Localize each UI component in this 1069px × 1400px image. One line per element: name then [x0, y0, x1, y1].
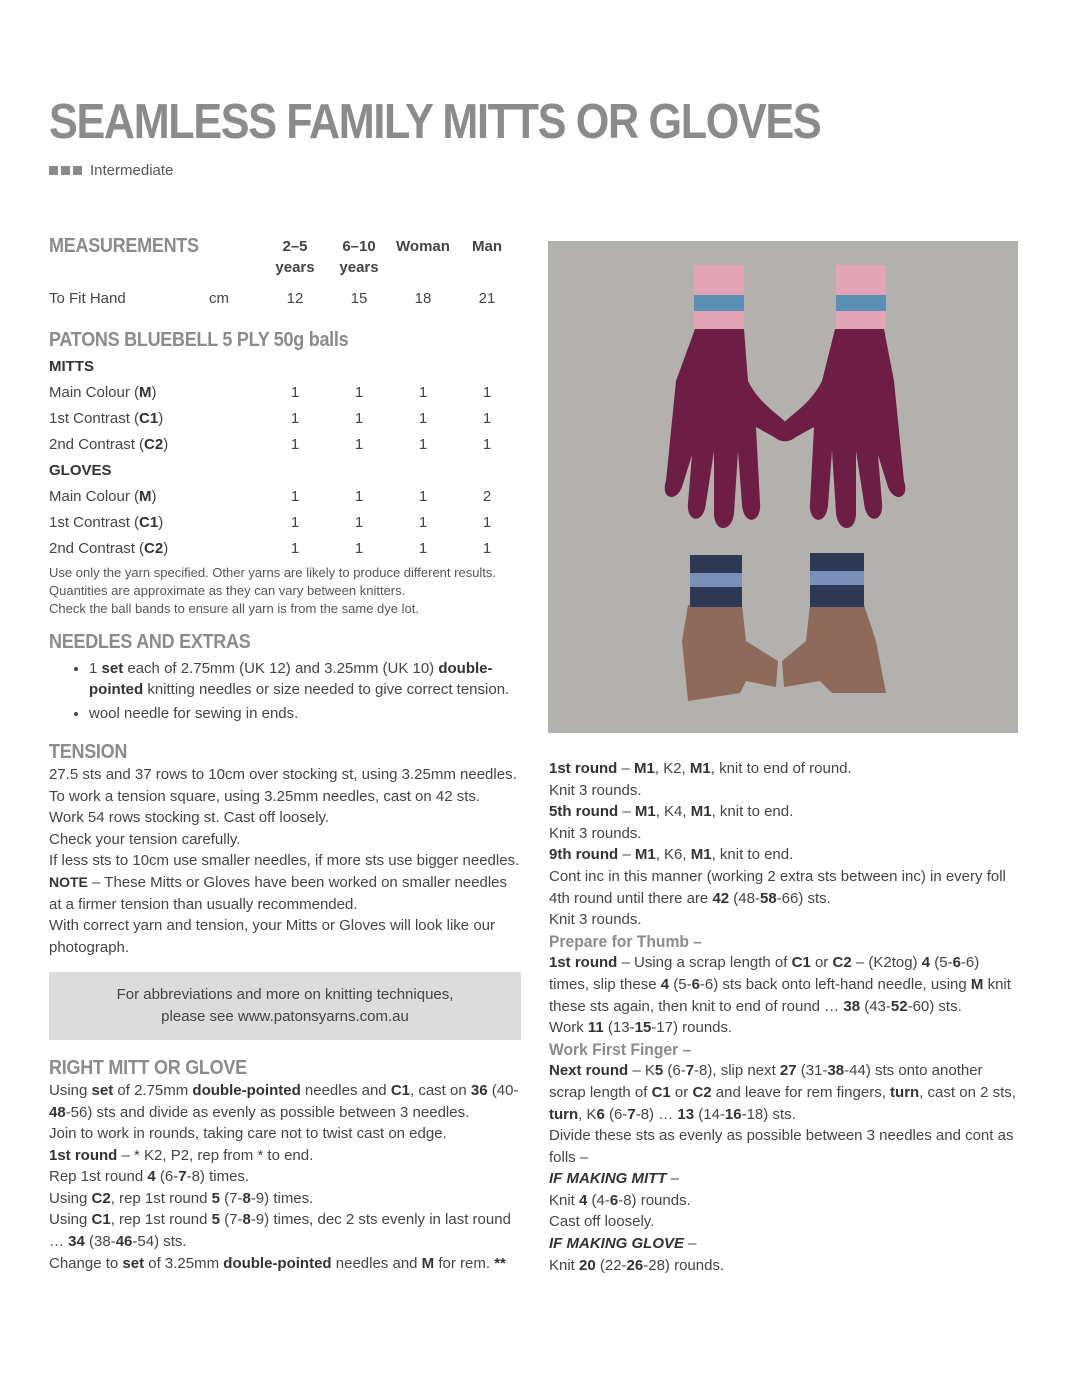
level-square-icon [49, 166, 58, 175]
right-mitt-heading: RIGHT MITT OR GLOVE [49, 1057, 247, 1080]
yarn-row: 1st Contrast (C1) 1 1 1 1 [49, 514, 492, 532]
yarn-row: 2nd Contrast (C2) 1 1 1 1 [49, 540, 492, 558]
measurements-table [49, 236, 519, 562]
product-photo [548, 241, 1018, 733]
size-header: Woman [396, 238, 450, 255]
fit-row: To Fit Hand cm 12 15 18 21 [49, 290, 496, 308]
size-header: 2–5 years [275, 238, 315, 276]
level-square-icon [73, 166, 82, 175]
needles-list [49, 658, 521, 725]
right-mitt-instructions: Using set of 2.75mm double-pointed needles and C1, cast on 36 (40-48-56) sts and divide as evenly as possible between 3 needles. Join to work in rounds, taking care not to twist cast on edge. 1st round – * K2, P2, rep from * to end. Rep 1st round 4 (6-7-8) times. Using C2, rep 1st round 5 (7-8-9) times. Using C1, rep 1st round 5 (7-8-9) times, dec 2 sts evenly in last round … 34 (38-46-54) sts. Change to set of 3.25mm double-pointed needles and M for rem. ** [49, 1081, 519, 1272]
yarn-row: 2nd Contrast (C2) 1 1 1 1 [49, 436, 492, 454]
if-mitt-label: IF MAKING MITT [549, 1170, 667, 1188]
measurements-heading: MEASUREMENTS [49, 235, 199, 257]
yarn-row: Main Colour (M) 1 1 1 1 [49, 384, 492, 402]
abbreviations-box: For abbreviations and more on knitting techniques, please see www.patonsyarns.com.au [49, 972, 521, 1040]
prepare-thumb-heading: Prepare for Thumb – [549, 931, 702, 951]
level-square-icon [61, 166, 70, 175]
mitts-label: MITTS [49, 358, 94, 376]
yarn-note: Use only the yarn specified. Other yarns are likely to produce different results. Quantities are approximate as they can vary between knitters. Check the ball bands to ensure all yarn is from the same dye lot. [49, 565, 497, 616]
level-label: Intermediate [90, 162, 174, 179]
size-header: Man [472, 238, 502, 255]
if-glove-label: IF MAKING GLOVE [549, 1235, 684, 1253]
list-item: • 1 set each of 2.75mm (UK 12) and 3.25mm (UK 10) double-pointed knitting needles or size needed to give correct tension. [89, 658, 521, 701]
yarn-heading: PATONS BLUEBELL 5 PLY 50g balls [49, 329, 349, 352]
gloves-label: GLOVES [49, 462, 112, 480]
tension-heading: TENSION [49, 741, 128, 764]
first-finger-heading: Work First Finger – [549, 1039, 692, 1059]
list-item: • wool needle for sewing in ends. [89, 703, 521, 725]
right-column: 1st round – M1, K2, M1, knit to end of round. Knit 3 rounds. 5th round – M1, K4, M1, knit to end. Knit 3 rounds. 9th round – M1, K6, M1, knit to end. Cont inc in this manner (working 2 extra sts between inc) in every foll 4th round until there are 42 (48-58-66) sts. Knit 3 rounds. Prepare for Thumb – 1st round – Using a scrap length of C1 or C2 – (K2tog) 4 (5-6-6) times, slip these 4 (5-6-6) sts back onto left-hand needle, using M knit these sts again, then knit to end of round … 38 (43-52-60) sts. Work 11 (13-15-17) rounds. Work First Finger – Next round – K5 (6-7-8), slip next 27 (31-38-44) sts onto another scrap length of C1 or C2 and leave for rem fingers, turn, cast on 2 sts, turn, K6 (6-7-8) … 13 (14-16-18) sts. Divide these sts as evenly as possible between 3 needles and cont as folls – IF MAKING MITT – Knit 4 (4-6-8) rounds. Cast off loosely. IF MAKING GLOVE – Knit 20 (22-26-28) rounds. [549, 760, 1016, 1274]
page-title: SEAMLESS FAMILY MITTS OR GLOVES [49, 95, 821, 149]
yarn-row: 1st Contrast (C1) 1 1 1 1 [49, 410, 492, 428]
skill-level [49, 162, 173, 179]
yarn-row: Main Colour (M) 1 1 1 2 [49, 488, 492, 506]
size-header: 6–10 years [339, 238, 379, 276]
tension-text: 27.5 sts and 37 rows to 10cm over stocking st, using 3.25mm needles. To work a tension square, using 3.25mm needles, cast on 42 sts. Work 54 rows stocking st. Cast off loosely. Check your tension carefully. If less sts to 10cm use smaller needles, if more sts use bigger needles. NOTE – These Mitts or Gloves have been worked on smaller needles at a firmer tension than usually recommended. With correct yarn and tension, your Mitts or Gloves will look like our photograph. [49, 765, 520, 956]
left-column [49, 236, 521, 1274]
needles-heading: NEEDLES AND EXTRAS [49, 631, 251, 653]
